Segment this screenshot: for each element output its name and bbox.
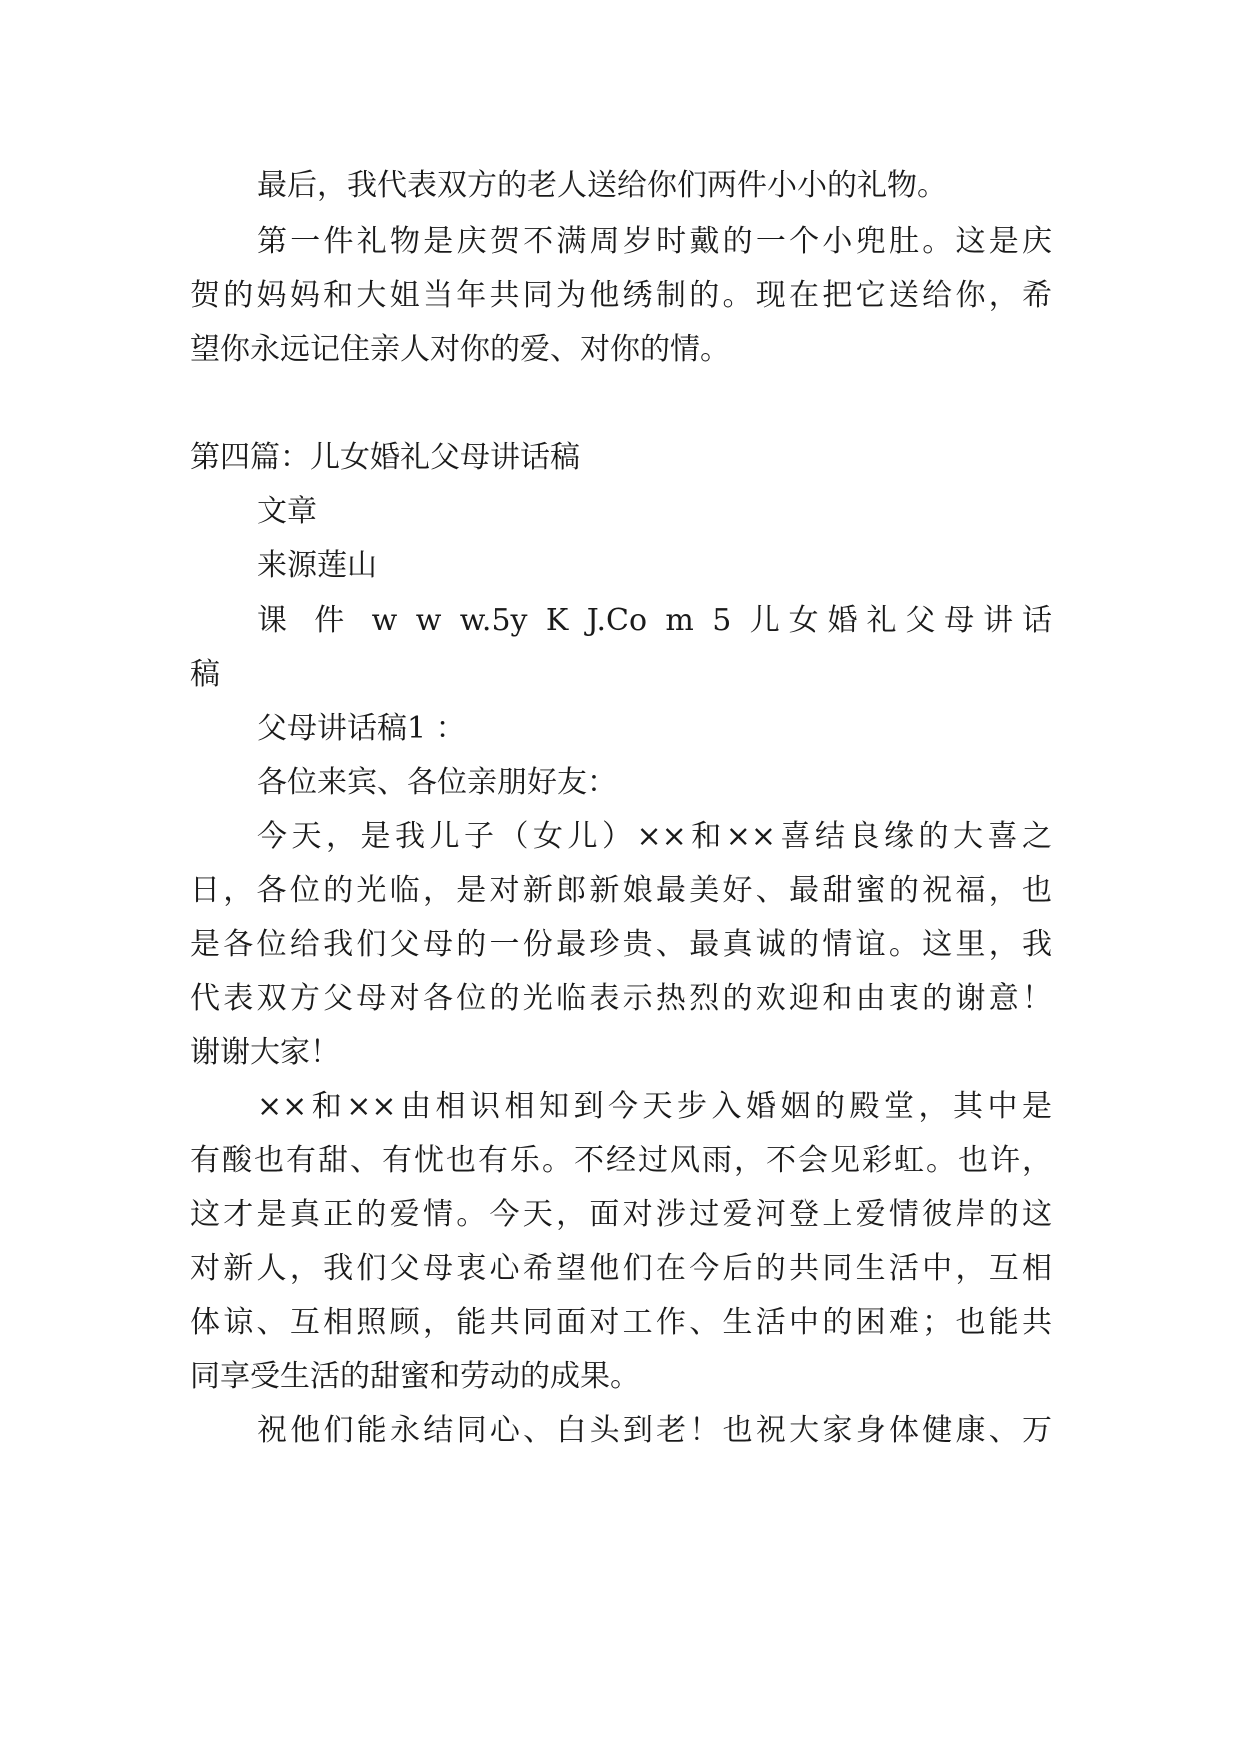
- paragraph-line: 体谅、互相照顾，能共同面对工作、生活中的困难；也能共: [190, 1305, 1052, 1340]
- section-heading: 第四篇：儿女婚礼父母讲话稿: [190, 440, 580, 475]
- paragraph-line: 最后，我代表双方的老人送给你们两件小小的礼物。: [257, 168, 947, 203]
- paragraph-line: 这才是真正的爱情。今天，面对涉过爱河登上爱情彼岸的这: [190, 1197, 1052, 1232]
- paragraph-line: 稿: [190, 657, 220, 692]
- paragraph-line: 来源莲山: [257, 548, 377, 583]
- paragraph-line: 贺的妈妈和大姐当年共同为他绣制的。现在把它送给你，希: [190, 278, 1052, 313]
- subheading: 父母讲话稿1 ：: [257, 711, 466, 746]
- paragraph-line: 今天，是我儿子（女儿）××和××喜结良缘的大喜之: [257, 819, 1052, 854]
- paragraph-line: 望你永远记住亲人对你的爱、对你的情。: [190, 332, 730, 367]
- paragraph-line: 有酸也有甜、有忧也有乐。不经过风雨，不会见彩虹。也许，: [190, 1143, 1052, 1178]
- paragraph-line: ××和××由相识相知到今天步入婚姻的殿堂，其中是: [257, 1089, 1052, 1124]
- greeting: 各位来宾、各位亲朋好友：: [257, 765, 617, 800]
- paragraph-line: 是各位给我们父母的一份最珍贵、最真诚的情谊。这里，我: [190, 927, 1052, 962]
- paragraph-line: 对新人，我们父母衷心希望他们在今后的共同生活中，互相: [190, 1251, 1052, 1286]
- paragraph-line: 日，各位的光临，是对新郎新娘最美好、最甜蜜的祝福，也: [190, 873, 1052, 908]
- paragraph-line: 第一件礼物是庆贺不满周岁时戴的一个小兜肚。这是庆: [257, 224, 1052, 259]
- source-line: 课 件 w w w.5y K J.Co m 5 儿女婚礼父母讲话: [257, 603, 1052, 638]
- paragraph-line: 同享受生活的甜蜜和劳动的成果。: [190, 1359, 640, 1394]
- paragraph-line: 祝他们能永结同心、白头到老！也祝大家身体健康、万: [257, 1413, 1052, 1448]
- paragraph-line: 谢谢大家！: [190, 1035, 340, 1070]
- paragraph-line: 代表双方父母对各位的光临表示热烈的欢迎和由衷的谢意！: [190, 981, 1052, 1016]
- paragraph-line: 文章: [257, 494, 317, 529]
